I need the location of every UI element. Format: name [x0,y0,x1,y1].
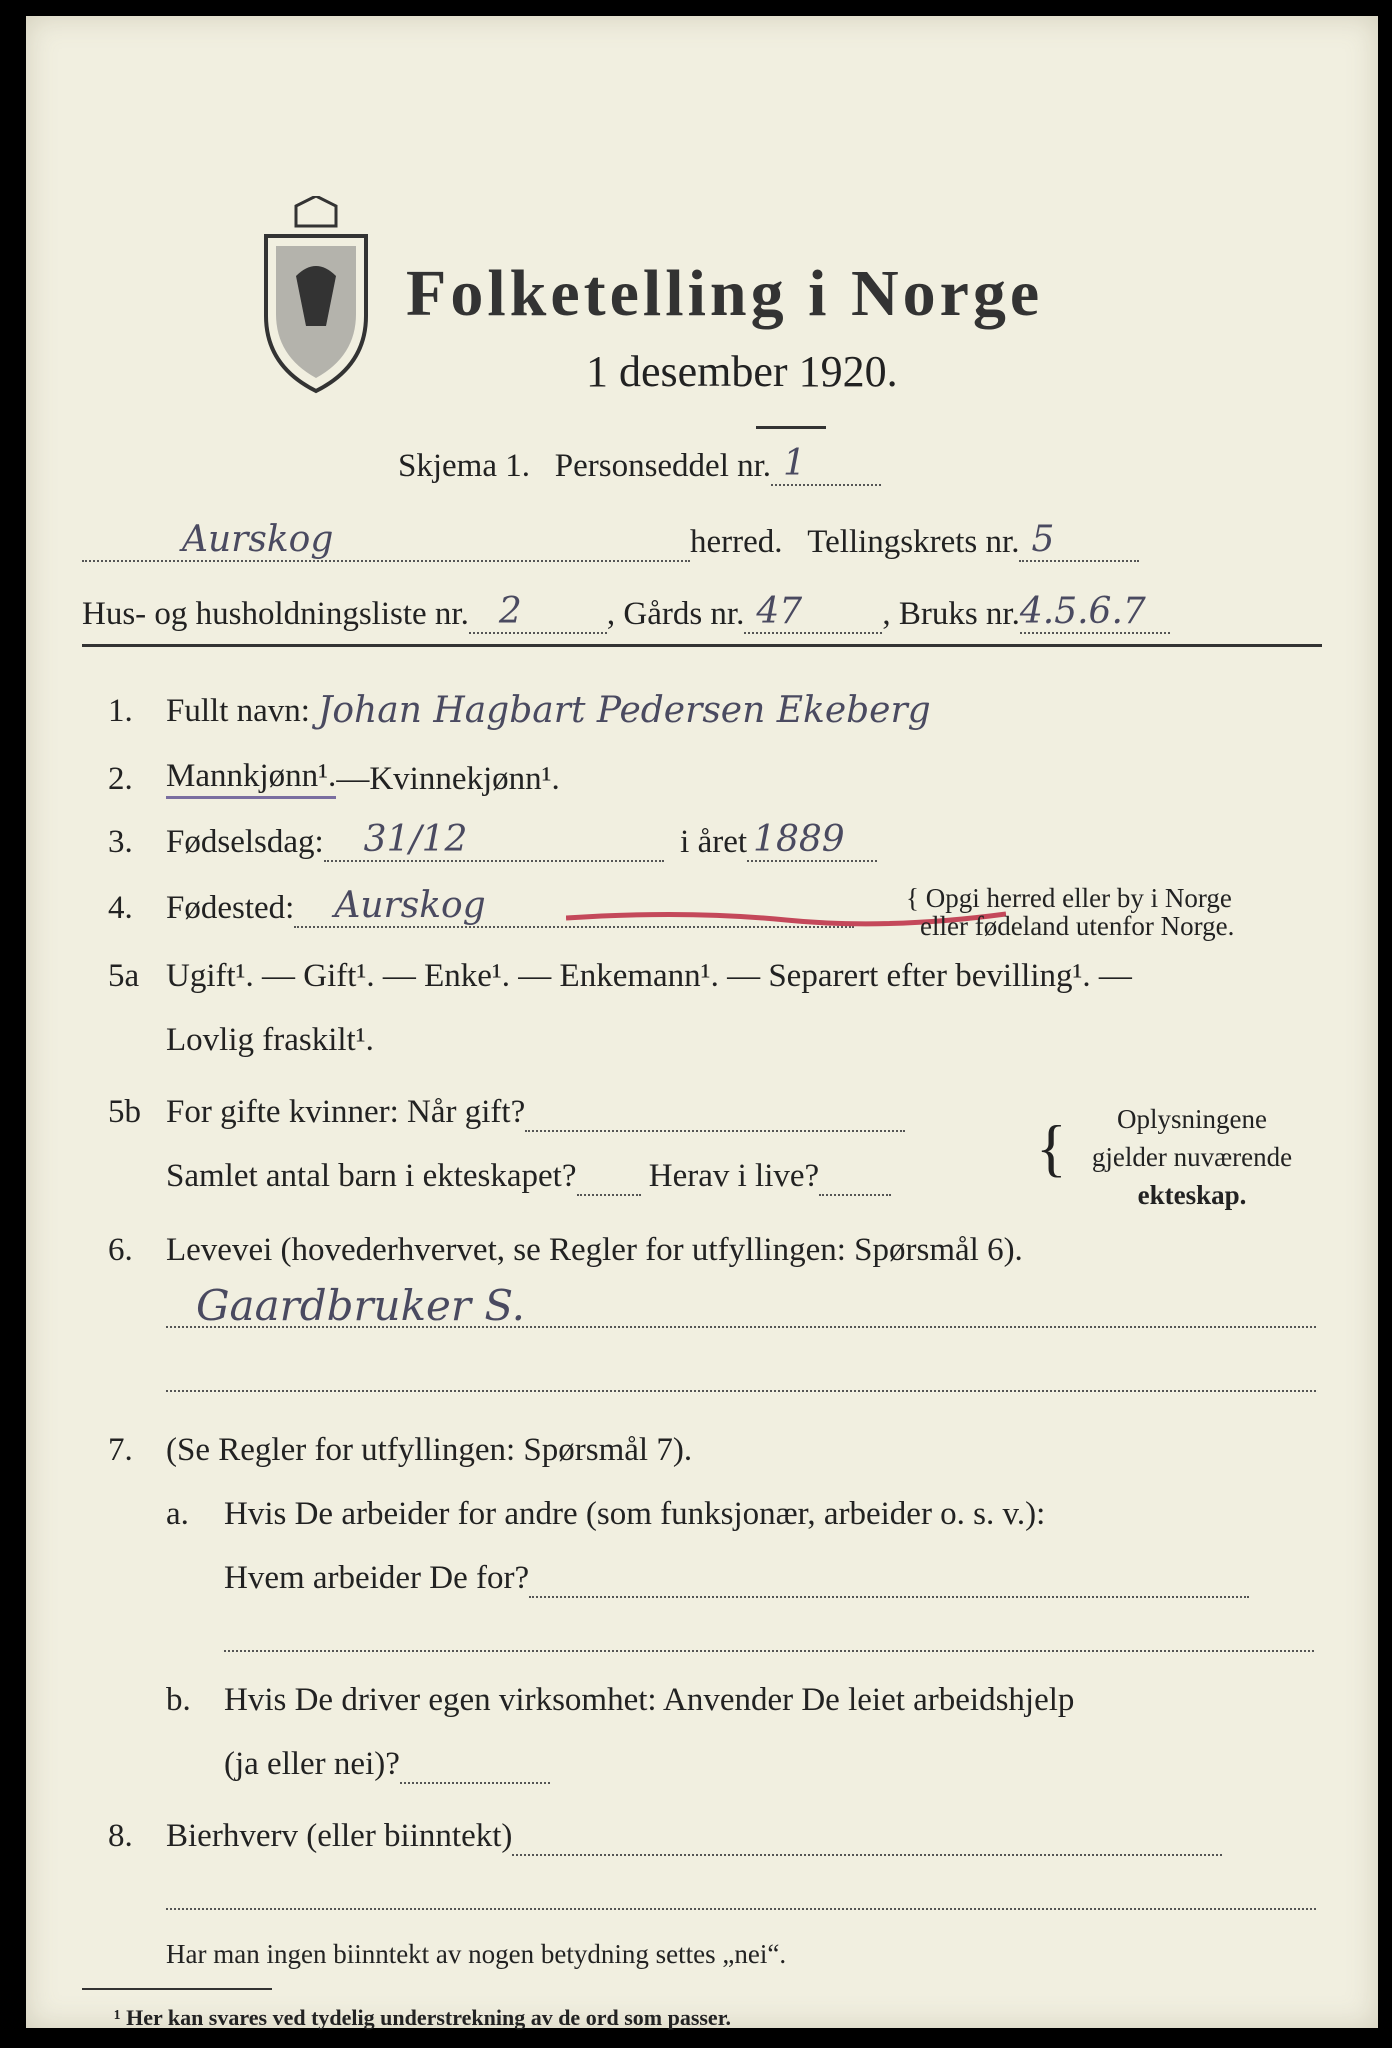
birthyear-field[interactable]: 1889 [747,830,877,862]
q7-row: 7. (Se Regler for utfyllingen: Spørsmål 7). [108,1432,693,1468]
side-income-field[interactable] [512,1824,1222,1856]
birthplace-note: { Opgi herred eller by i Norge eller fødeland utenfor Norge. [906,883,1235,941]
q5a-row: 5a Ugift¹. — Gift¹. — Enke¹. — Enkemann¹. — Separert efter bevilling¹. — [108,958,1132,994]
brace: { [1036,1112,1067,1183]
hired-help-field[interactable] [400,1752,550,1784]
employer-field-2[interactable] [224,1620,1314,1652]
herred-field[interactable]: Aurskog [82,530,690,562]
occupation-line-2 [166,1360,1316,1392]
birthdate-field[interactable]: 31/12 [324,830,664,862]
male-option[interactable]: Mannkjønn¹. [166,756,336,799]
form-title: Folketelling i Norge [406,257,1044,330]
occupation-line [166,1281,1316,1330]
footnote-rule [82,1988,272,1990]
birthplace-field[interactable]: Aurskog [294,896,854,928]
hus-line: Hus- og husholdningsliste nr. 2 , Gårds nr. 47 , Bruks nr. 4.5.6.7 [82,594,1170,634]
q7b-question: (ja eller nei)? [224,1744,550,1784]
q8-note: Har man ingen biinntekt av nogen betydning settes „nei“. [166,1939,787,1969]
marriage-note: Oplysningene gjelder nuværende ekteskap. [1091,1104,1293,1210]
header-rule [82,644,1322,647]
herred-line: Aurskog herred. Tellingskrets nr. 5 [82,522,1139,562]
side-income-line-2 [166,1878,1316,1910]
footnote: ¹ Her kan svares ved tydelig understrekning av de ord som passer. [114,2005,731,2030]
occupation-field[interactable]: Gaardbruker S. [166,1296,1316,1328]
bruks-field[interactable]: 4.5.6.7 [1020,602,1170,634]
tellingskrets-field[interactable]: 5 [1019,530,1139,562]
norwegian-coat-of-arms-icon [256,196,376,396]
divider [756,426,826,429]
q6-row: 6. Levevei (hovederhvervet, se Regler for utfyllingen: Spørsmål 6). [108,1232,1023,1268]
q8-row: 8. Bierhverv (eller biinntekt) [108,1816,1222,1856]
full-name-field[interactable]: Johan Hagbart Pedersen Ekeberg [317,690,931,731]
q7a-row: a. Hvis De arbeider for andre (som funksjonær, arbeider o. s. v.): [166,1496,1046,1532]
census-date: 1 desember 1920. [586,347,898,396]
female-option[interactable]: Kvinnekjønn¹. [369,761,560,797]
schema-line: Skjema 1. Personseddel nr. 1 [398,446,881,486]
q5a-row-2 [166,1020,374,1060]
q3-row: 3. Fødselsdag: 31/12 i året 1889 [108,822,877,862]
q7b-row: b. Hvis De driver egen virksomhet: Anvender De leiet arbeidshjelp [166,1682,1075,1718]
children-count-field[interactable] [577,1164,641,1196]
gards-field[interactable]: 47 [744,602,882,634]
census-form [26,16,1378,2028]
q4-row: 4. Fødested: Aurskog [108,888,854,928]
personseddel-field[interactable]: 1 [771,454,881,486]
q2-row: 2. Mannkjønn¹. — Kvinnekjønn¹. [108,758,560,797]
q7a-question: Hvem arbeider De for? [224,1558,1249,1598]
side-income-field-2[interactable] [166,1878,1316,1910]
employer-field[interactable] [529,1566,1249,1598]
hus-field[interactable]: 2 [469,602,607,634]
divorced-option[interactable]: Lovlig fraskilt¹. [166,1022,374,1058]
q5b-row: 5b For gifte kvinner: Når gift? [108,1092,905,1132]
q1-row: 1. Fullt navn: Johan Hagbart Pedersen Ekeberg [108,691,1260,731]
occupation-field-2[interactable] [166,1360,1316,1392]
children-alive-field[interactable] [819,1164,891,1196]
q5b-row-2: Samlet antal barn i ekteskapet? Herav i live? [166,1156,891,1196]
employer-line-2 [224,1620,1314,1652]
marital-status-options[interactable]: Ugift¹. — Gift¹. — Enke¹. — Enkemann¹. — Separert efter bevilling¹. — [166,958,1132,994]
married-date-field[interactable] [525,1100,905,1132]
